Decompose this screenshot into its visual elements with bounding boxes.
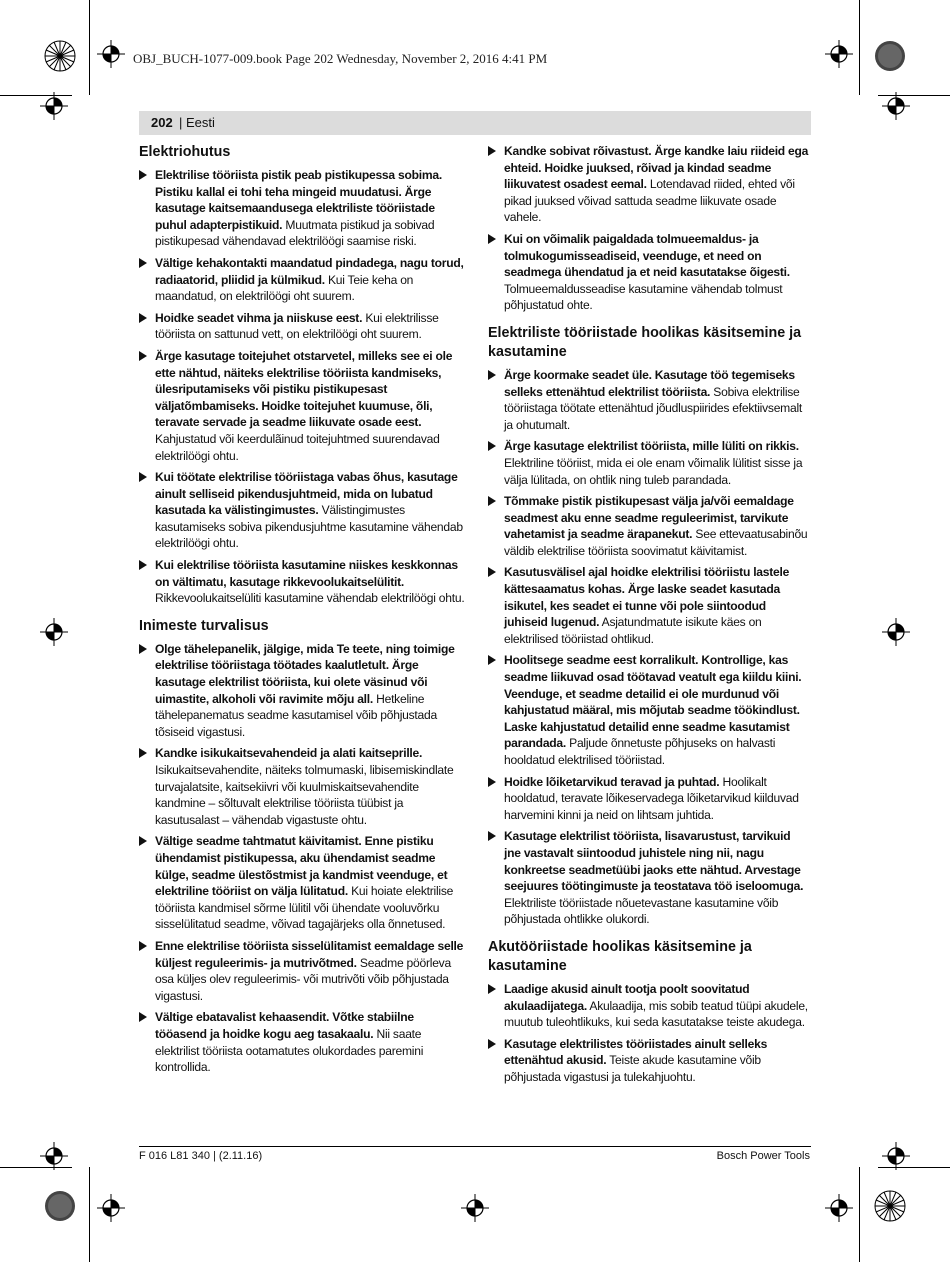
list-item — [488, 493, 810, 559]
registration-mark-icon — [882, 1142, 910, 1170]
list-item — [139, 833, 465, 933]
list-item — [488, 367, 810, 433]
item-bold: Vältige kehakontakti maandatud pindadega, nagu torud, radiaatorid, pliidid ja külmikud. — [155, 255, 464, 287]
bullet-triangle-icon — [139, 941, 147, 951]
item-bold: Kui on võimalik paigaldada tolmueemaldus- ja tolmukogumisseadiseid, veenduge, et need on seadmega ühendatud ja et neid kasutatakse õigesti. — [504, 231, 790, 280]
section-heading: Elektriliste tööriistade hoolikas käsitsemine ja kasutamine — [488, 324, 802, 360]
bullet-triangle-icon — [488, 655, 496, 665]
bullet-list — [488, 981, 810, 1086]
item-text: See ettevaatusabinõu väldib elektrilise tööriista soovimatut käivitamist. — [504, 527, 808, 558]
item-bold: Kandke isikukaitsevahendeid ja alati kaitseprille. — [155, 746, 423, 761]
color-bar-icon — [44, 40, 76, 72]
bullet-triangle-icon — [139, 351, 147, 361]
item-text: Elektriline tööriist, mida ei ole enam võimalik lülitist sisse ja välja lülitada, on ohtlik ning tuleb parandada. — [504, 455, 803, 487]
bullet-triangle-icon — [488, 1039, 496, 1049]
bullet-triangle-icon — [488, 441, 496, 451]
section-heading: Akutööriistade hoolikas käsitsemine ja kasutamine — [488, 938, 752, 974]
bullet-triangle-icon — [488, 831, 496, 841]
color-bar-icon — [44, 1190, 76, 1222]
bullet-triangle-icon — [488, 146, 496, 156]
item-text: Akulaadija, mis sobib teatud tüüpi akudele, muutub tuleohtlikuks, kui seda kasutatakse teiste akudega. — [504, 998, 808, 1030]
footer-rule — [139, 1146, 811, 1147]
color-bar-icon — [874, 1190, 906, 1222]
item-text: Lotendavad riided, ehted või pikad juuksed võivad sattuda seadme liikuvate osade vahele. — [504, 177, 795, 225]
item-bold: Laadige akusid ainult tootja poolt soovitatud akulaadijatega. — [504, 981, 750, 1013]
footer-doc-code: F 016 L81 340 | (2.11.16) — [139, 1150, 263, 1162]
item-text: Kui elektrilisse tööriista on sattunud vett, on elektrilöögi oht suurem. — [155, 310, 439, 342]
item-bold: Ärge koormake seadet üle. Kasutage töö tegemiseks selleks ettenähtud elektrilist tööriista. — [504, 367, 795, 399]
item-text: Muutmata pistikud ja sobivad pistikupesad vähendavad elektrilöögi saamise riski. — [155, 217, 435, 249]
list-item — [488, 564, 810, 647]
registration-mark-icon — [825, 40, 853, 68]
bullet-triangle-icon — [139, 560, 147, 570]
item-bold: Tõmmake pistik pistikupesast välja ja/või eemaldage seadmest aku enne seadme reguleerimist, tarvikute vahetamist ja seadme ärapanekut. — [504, 494, 794, 542]
bullet-list — [488, 367, 810, 928]
registration-mark-icon — [825, 1194, 853, 1222]
crop-mark — [89, 0, 90, 95]
item-bold: Olge tähelepanelik, jälgige, mida Te teete, ning toimige elektrilise tööriistaga töötades kaalutletult. Ärge kasutage elektrilist tööriista, kui olete väsinud või uimastite, alkoholi või ravimite mõju all. — [155, 641, 455, 706]
list-item — [139, 1009, 465, 1075]
item-text: Elektriliste tööriistade nõuetevastane kasutamine võib põhjustada ohtlikke olukordi. — [504, 895, 779, 927]
item-text: Hoolikalt hooldatud, teravate lõikeservadega lõiketarvikud kiilduvad harvemini kinni ja neid on lihtsam juhtida. — [504, 774, 799, 822]
footer-brand: Bosch Power Tools — [716, 1150, 810, 1162]
item-text: Seadme pöörleva osa küljes olev reguleerimis- või mutrivõti võib põhjustada vigastusi. — [155, 955, 451, 1003]
item-bold: Kui elektrilise tööriista kasutamine niiskes keskkonnas on vältimatu, kasutage rikkevoolukaitselülitit. — [155, 558, 458, 589]
registration-mark-icon — [97, 40, 125, 68]
running-header — [139, 111, 811, 135]
item-bold: Vältige seadme tahtmatut käivitamist. Enne pistiku ühendamist pistikupessa, aku ühendamist seadme külge, seadme ülestõstmist ja kandmist veenduge, et elektriline tööriist on välja lülitatud. — [155, 834, 448, 899]
right-column — [488, 143, 810, 1091]
item-text: Isikukaitsevahendite, näiteks tolmumaski, libisemiskindlate turvajalatsite, kaitsekiivri või kuulmiskaitsevahendite kandmine – sõltuvalt elektrilise tööriista tüübist ja kasutusalast – vähendab vigastuste ohtu. — [155, 763, 454, 827]
color-bar-icon — [874, 40, 906, 72]
list-item — [488, 438, 810, 488]
item-text: Paljude õnnetuste põhjuseks on halvasti hooldatud elektrilised tööriistad. — [504, 736, 776, 767]
bullet-list — [139, 641, 465, 1076]
registration-mark-icon — [882, 618, 910, 646]
language-label: Eesti — [186, 115, 215, 130]
bullet-triangle-icon — [488, 984, 496, 994]
item-text: Teiste akude kasutamine võib põhjustada vigastusi ja tulekahjuohtu. — [504, 1053, 761, 1084]
crop-mark — [859, 1167, 860, 1262]
section-heading: Elektriohutus — [139, 144, 231, 160]
bullet-triangle-icon — [488, 370, 496, 380]
registration-mark-icon — [461, 1194, 489, 1222]
list-item — [139, 745, 465, 828]
list-item — [488, 774, 810, 824]
item-bold: Kasutusvälisel ajal hoidke elektrilisi tööriistu lastele kättesaamatus kohas. Ärge laske seadet kasutada isikutel, kes seadet ei tunne või pole siintoodud juhiseid lugenud. — [504, 565, 790, 630]
crop-mark — [89, 1167, 90, 1262]
bullet-triangle-icon — [488, 777, 496, 787]
list-item — [488, 652, 810, 768]
item-text: Asjatundmatute isikute käes on elektrilised tööriistad ohtlikud. — [504, 615, 762, 646]
item-bold: Hoidke lõiketarvikud teravad ja puhtad. — [504, 774, 720, 789]
bullet-triangle-icon — [488, 496, 496, 506]
bullet-triangle-icon — [139, 258, 147, 268]
item-bold: Kui töötate elektrilise tööriistaga vabas õhus, kasutage ainult selliseid pikendusjuhtmeid, mida on lubatud kasutada ka välistingimustes. — [155, 470, 458, 518]
bullet-triangle-icon — [139, 1012, 147, 1022]
list-item — [139, 255, 465, 305]
registration-mark-icon — [882, 92, 910, 120]
item-bold: Kasutage elektrilistes tööriistades ainult selleks ettenähtud akusid. — [504, 1036, 768, 1068]
item-bold: Elektrilise tööriista pistik peab pistikupessa sobima. Pistiku kallal ei tohi teha mingeid muudatusi. Ärge kasutage kaitsemaandusega elektriliste tööriistade puhul adapterpistikuid. — [155, 168, 442, 232]
item-bold: Hoidke seadet vihma ja niiskuse eest. — [155, 310, 363, 325]
item-text: Kui hoiate elektrilise tööriista kandmisel sõrme lülitil või ühendate vooluvõrku sisselülitatud seadme, võivad tagajärjeks olla õnnetused. — [155, 884, 454, 932]
list-item — [139, 348, 465, 464]
registration-mark-icon — [40, 92, 68, 120]
item-bold: Enne elektrilise tööriista sisselülitamist eemaldage selle küljest reguleerimis- ja mutrivõtmed. — [155, 938, 464, 970]
list-item — [139, 557, 465, 607]
item-bold: Vältige ebatavalist kehaasendit. Võtke stabiilne tööasend ja hoidke kogu aeg tasakaalu. — [155, 1010, 414, 1041]
item-text: Tolmueemaldusseadise kasutamine vähendab tolmust põhjustatud ohte. — [504, 281, 783, 313]
list-item — [139, 938, 465, 1004]
list-item — [139, 310, 465, 343]
item-bold: Kandke sobivat rõivastust. Ärge kandke laiu riideid ega ehteid. Hoidke juuksed, rõivad ja kindad seadme liikuvatest osadest eemal. — [504, 144, 809, 192]
page-language: | Eesti — [179, 115, 215, 130]
bullet-triangle-icon — [139, 748, 147, 758]
list-item — [488, 231, 810, 314]
bullet-triangle-icon — [139, 313, 147, 323]
list-item — [488, 828, 810, 928]
item-text: Nii saate elektrilist tööriista ootamatutes olukordades paremini kontrollida. — [155, 1026, 424, 1075]
item-bold: Kasutage elektrilist tööriista, lisavarustust, tarvikuid jne vastavalt siintoodud juhistele ning nii, nagu konkreetse seadmetüübi jaoks ette nähtud. Arvestage seejuures töötingimuste ja teostatava töö iseloomuga. — [504, 829, 804, 894]
registration-mark-icon — [97, 1194, 125, 1222]
item-text: Sobiva elektrilise tööriistaga töötate ettenähtud jõudluspiirides efektiivsemalt ja ohutumalt. — [504, 384, 803, 432]
crop-mark — [859, 0, 860, 95]
bullet-triangle-icon — [139, 644, 147, 654]
bullet-triangle-icon — [488, 567, 496, 577]
item-bold: Hoolitsege seadme eest korralikult. Kontrollige, kas seadme liikuvad osad töötavad veatult ega kiildu kiini. Veenduge, et seadme detailid ei ole murdunud või kahjustatud määral, mis mõjutab seadme töökindlust. Laske kahjustatud detailid enne seadme kasutamist parandada. — [504, 653, 802, 751]
list-item — [488, 981, 810, 1031]
registration-mark-icon — [40, 1142, 68, 1170]
bullet-triangle-icon — [139, 836, 147, 846]
bullet-triangle-icon — [139, 170, 147, 180]
print-header: OBJ_BUCH-1077-009.book Page 202 Wednesday, November 2, 2016 4:41 PM — [133, 51, 548, 66]
item-text: Rikkevoolukaitselüliti kasutamine vähendab elektrilöögi ohtu. — [155, 591, 465, 606]
item-text: Kui Teie keha on maandatud, on elektrilöögi oht suurem. — [155, 272, 414, 304]
item-text: Hetkeline tähelepanematus seadme kasutamisel võib põhjustada tõsiseid vigastusi. — [155, 691, 437, 739]
bullet-list — [139, 167, 465, 607]
left-column — [139, 143, 465, 1081]
bullet-triangle-icon — [488, 234, 496, 244]
item-bold: Ärge kasutage toitejuhet otstarvetel, milleks see ei ole ette nähtud, näiteks elektrilise tööriista kandmiseks, ülesriputamiseks või pistiku pistikupesast väljatõmbamiseks. Hoidke toitejuhet kuumuse, õli, teravate servade ja seadme liikuvate osade eest. — [155, 348, 453, 430]
registration-mark-icon — [40, 618, 68, 646]
item-text: Välistingimustes kasutamiseks sobiva pikendusjuhtme kasutamine vähendab elektrilöögi ohtu. — [155, 503, 463, 551]
list-item — [488, 143, 810, 226]
list-item — [488, 1036, 810, 1086]
item-bold: Ärge kasutage elektrilist tööriista, mille lüliti on rikkis. — [504, 439, 799, 454]
section-heading: Inimeste turvalisus — [139, 617, 269, 634]
list-item — [139, 167, 465, 250]
list-item — [139, 469, 465, 552]
page-number: 202 — [151, 115, 173, 130]
item-text: Kahjustatud või keerdulãinud toitejuhtmed suurendavad elektrilöögi ohtu. — [155, 431, 440, 463]
list-item — [139, 641, 465, 741]
bullet-list — [488, 143, 810, 314]
bullet-triangle-icon — [139, 472, 147, 482]
